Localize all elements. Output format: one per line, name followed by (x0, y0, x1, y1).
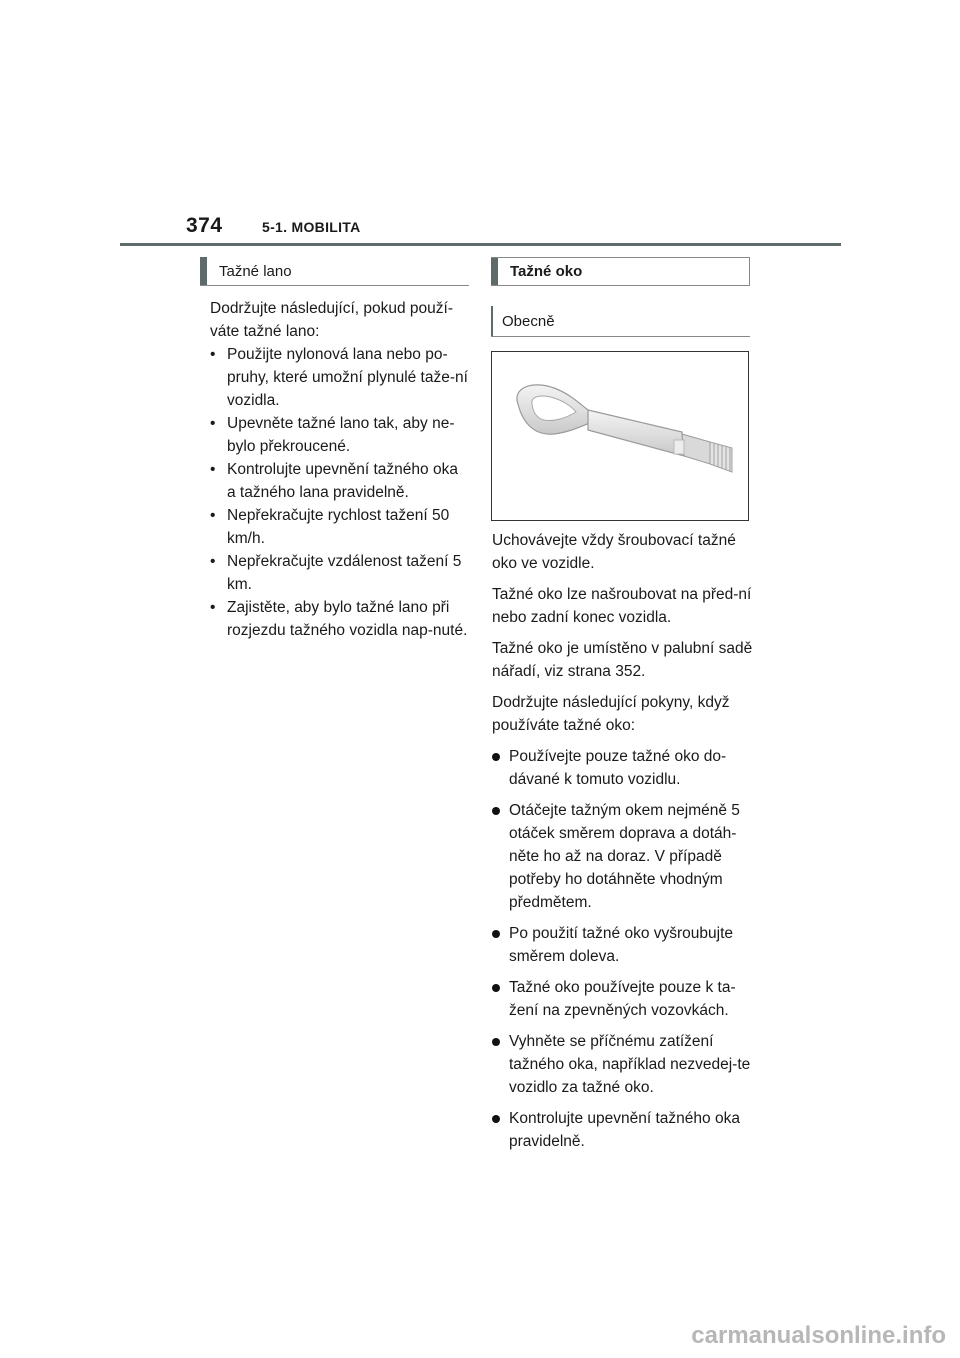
list-item (210, 458, 470, 504)
list-item (210, 550, 470, 596)
list-item-text: Tažné oko používejte pouze k ta-žení na zpevněných vozovkách. (509, 979, 736, 1019)
list-item (492, 922, 754, 968)
list-item-text: Používejte pouze tažné oko do-dávané k tomuto vozidlu. (509, 748, 727, 788)
list-item-text: Kontrolujte upevnění tažného oka a tažného lana pravidelně. (227, 461, 458, 501)
list-item (492, 745, 754, 791)
heading-accent-bar (200, 257, 207, 285)
section-title: 5-1. MOBILITA (262, 219, 361, 235)
bullet-marker: • (210, 599, 216, 616)
paragraph: Tažné oko lze našroubovat na před-ní nebo zadní konec vozidla. (492, 586, 752, 626)
subheading-obecne (491, 306, 750, 337)
towing-eye-list (492, 745, 754, 1153)
bullet-marker: • (210, 415, 216, 432)
watermark: carmanualsonline.info (691, 1322, 946, 1349)
list-item-text: Kontrolujte upevnění tažného oka pravidelně. (509, 1110, 740, 1150)
bullet-dot (492, 1038, 500, 1046)
list-item (492, 976, 754, 1022)
list-item (210, 596, 470, 642)
bullet-marker: • (210, 346, 216, 363)
list-item-text: Zajistěte, aby bylo tažné lano při rozjezdu tažného vozidla nap-nuté. (227, 599, 468, 639)
left-column (210, 297, 470, 642)
header-rule (120, 243, 841, 246)
list-item (492, 799, 754, 914)
list-item-text: Upevněte tažné lano tak, aby ne-bylo překroucené. (227, 415, 455, 455)
list-item (492, 1107, 754, 1153)
towing-eye-illustration (492, 352, 748, 520)
right-column (492, 529, 754, 1161)
list-item (492, 1030, 754, 1099)
list-item-text: Použijte nylonová lana nebo po-pruhy, které umožní plynulé taže-ní vozidla. (227, 346, 468, 409)
list-item (210, 412, 470, 458)
bullet-dot (492, 984, 500, 992)
heading-text: Tažné lano (219, 262, 292, 280)
bullet-dot (492, 753, 500, 761)
heading-tazne-lano (200, 257, 469, 286)
bullet-dot (492, 1115, 500, 1123)
list-item-text: Nepřekračujte vzdálenost tažení 5 km. (227, 553, 462, 593)
paragraph: Uchovávejte vždy šroubovací tažné oko ve vozidle. (492, 532, 736, 572)
bullet-dot (492, 807, 500, 815)
list-item-text: Vyhněte se příčnému zatížení tažného oka, například nezvedej-te vozidlo za tažné oko. (509, 1033, 751, 1096)
list-item-text: Nepřekračujte rychlost tažení 50 km/h. (227, 507, 450, 547)
left-intro: Dodržujte následující, pokud použí-váte tažné lano: (210, 300, 453, 340)
list-item-text: Otáčejte tažným okem nejméně 5 otáček směrem doprava a dotáh-něte ho až na doraz. V případě potřeby ho dotáhněte vhodným předmětem. (509, 802, 740, 911)
bullet-dot (492, 930, 500, 938)
paragraph: Tažné oko je umístěno v palubní sadě nářadí, viz strana 352. (492, 640, 753, 680)
list-item (210, 343, 470, 412)
bullet-marker: • (210, 553, 216, 570)
heading-text: Tažné oko (510, 263, 583, 280)
list-item (210, 504, 470, 550)
tow-rope-list (210, 343, 470, 642)
list-item-text: Po použití tažné oko vyšroubujte směrem doleva. (509, 925, 734, 965)
page-number: 374 (186, 214, 223, 237)
towing-eye-figure (491, 351, 749, 521)
bullet-marker: • (210, 461, 216, 478)
subheading-text: Obecně (502, 312, 555, 330)
heading-accent-bar (491, 258, 498, 285)
heading-tazne-oko (491, 257, 750, 286)
paragraph: Dodržujte následující pokyny, když používáte tažné oko: (492, 694, 730, 734)
bullet-marker: • (210, 507, 216, 524)
